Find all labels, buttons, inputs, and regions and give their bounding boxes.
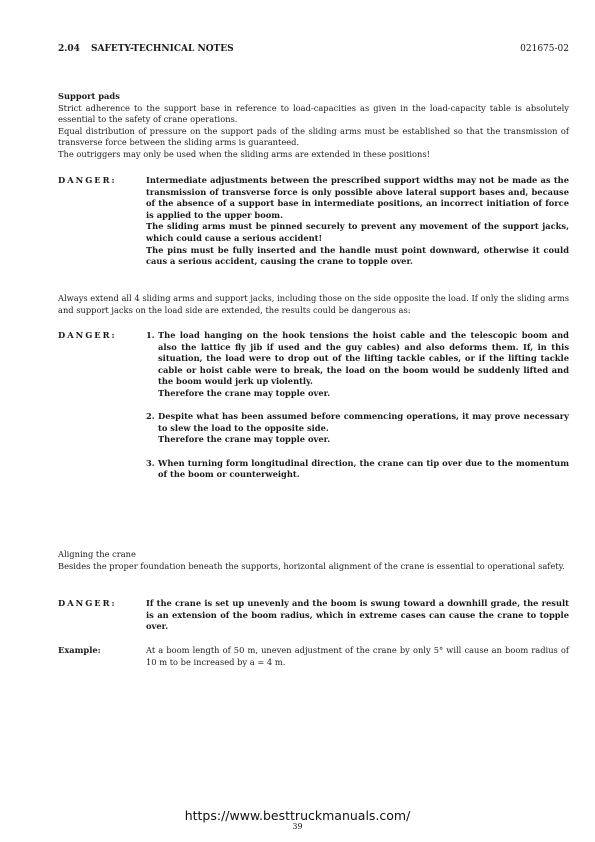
list-item-text: The load hanging on the hook tensions the hoist cable and the telescopic boom and also the lattice fly jib if used and the guy cables) and also deforms them. If, in this situation, the load were to drop out of the lifting tackle cables, or if the lifting tackle cable or hoist cable were to break, the load on the boom would be suddenly lifted and the boom would jerk up violently. (158, 330, 569, 387)
danger-label: DANGER: (58, 330, 117, 340)
section-number: 2.04 (58, 44, 80, 54)
support-pads-paragraph-3: The outriggers may only be used when the sliding arms are extended in these positions! (58, 148, 430, 159)
danger-label: DANGER: (58, 598, 117, 608)
document-number: 021675-02 (520, 44, 569, 54)
example-text: At a boom length of 50 m, uneven adjustment of the crane by only 5° will cause an boom radius of 10 m to be increased by a = 4 m. (146, 645, 569, 667)
danger-line: Intermediate adjustments between the prescribed support widths may not be made as the transmission of transverse force is only possible above lateral support bases and, because of the absence of a support base in intermediate positions, an incorrect initiation of force is applied to the upper boom. (146, 175, 569, 220)
list-item-text: When turning form longitudinal direction, the crane can tip over due to the momentum of the boom or counterweight. (158, 457, 569, 480)
support-pads-heading: Support pads (58, 91, 120, 101)
list-item-number: 1. (146, 330, 155, 340)
list-item (146, 330, 569, 400)
support-pads-paragraph-1: Strict adherence to the support base in reference to load-capacities as given in the load-capacity table is absolutely essential to the safety of crane operations. (58, 102, 569, 125)
danger-text: If the crane is set up unevenly and the boom is swung toward a downhill grade, the result is an extension of the boom radius, which in extreme cases can cause the crane to topple over. (146, 598, 569, 632)
support-pads-section (58, 91, 569, 161)
danger-list (146, 330, 569, 481)
danger-text (146, 175, 569, 268)
example-label: Example: (58, 645, 101, 655)
page-number: 39 (292, 822, 303, 831)
danger-line: The sliding arms must be pinned securely to prevent any movement of the support jacks, which could cause a serious accident! (146, 221, 569, 243)
extend-paragraph: Always extend all 4 sliding arms and support jacks, including those on the side opposite the load. If only the sliding arms and support jacks on the load side are extended, the results could be dangerous as: (58, 293, 569, 315)
list-item-number: 3. (146, 457, 155, 468)
section-title: SAFETY-TECHNICAL NOTES (91, 44, 234, 54)
support-pads-paragraph-2: Equal distribution of pressure on the support pads of the sliding arms must be established so that the transmission of transverse force between the sliding arms is guaranteed. (58, 125, 569, 148)
list-item (146, 458, 569, 481)
danger-list-body (146, 330, 569, 492)
list-item-number: 2. (146, 411, 155, 422)
list-item (146, 411, 569, 446)
list-item-text: Despite what has been assumed before commencing operations, it may prove necessary to slew the load to the opposite side. (158, 411, 569, 433)
danger-line: The pins must be fully inserted and the handle must point downward, otherwise it could caus a serious accident, causing the crane to topple over. (146, 244, 569, 267)
list-item-followup: Therefore the crane may topple over. (158, 387, 331, 398)
danger-label: DANGER: (58, 175, 117, 185)
footer-url: https://www.besttruckmanuals.com/ (184, 808, 411, 823)
aligning-heading: Aligning the crane (58, 549, 136, 559)
list-item-followup: Therefore the crane may topple over. (158, 434, 331, 445)
aligning-section (58, 549, 569, 572)
aligning-paragraph: Besides the proper foundation beneath the supports, horizontal alignment of the crane is essential to operational safety. (58, 560, 565, 571)
